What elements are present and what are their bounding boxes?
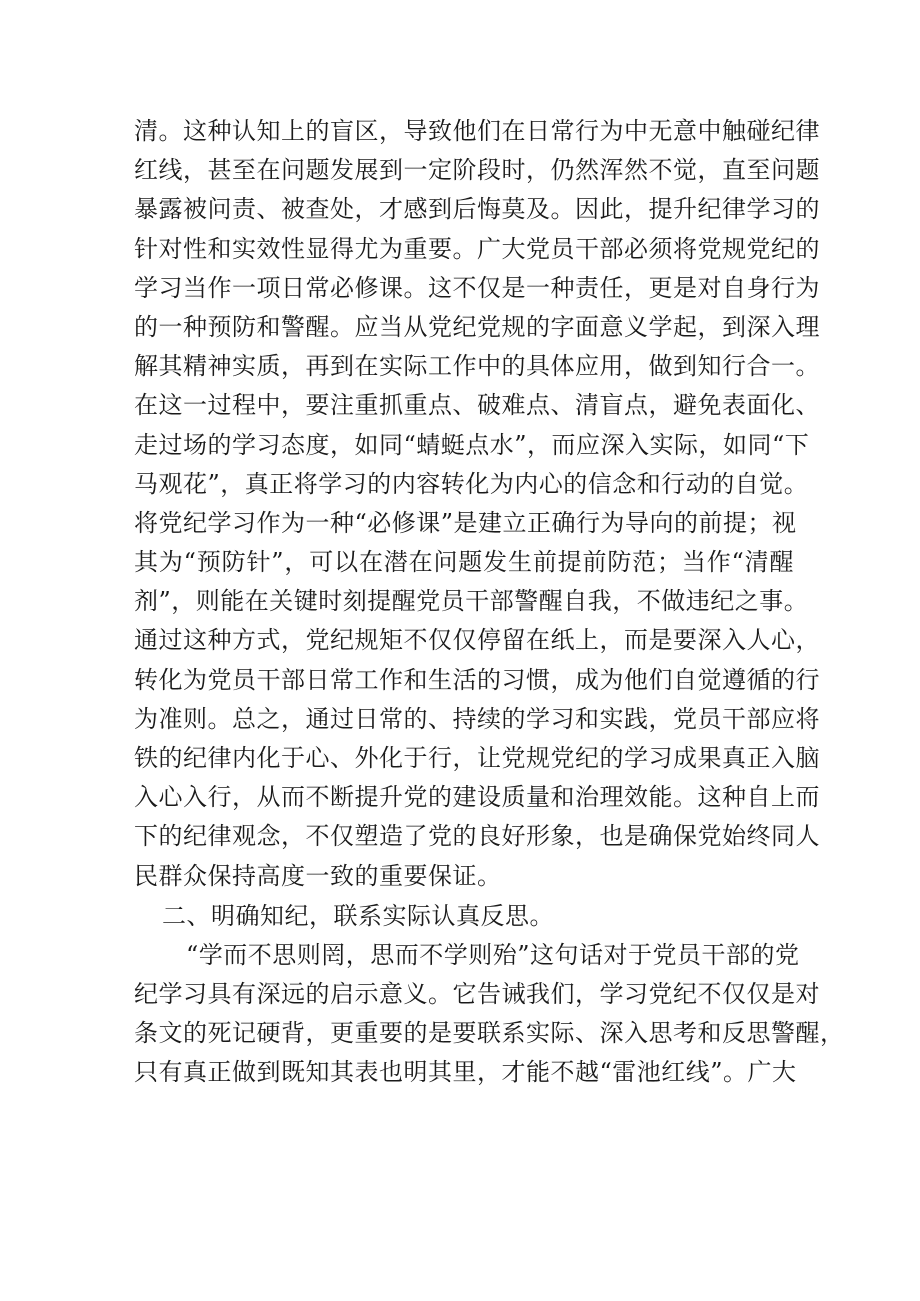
- paragraph-line: 民群众保持高度一致的重要保证。: [134, 861, 502, 890]
- paragraph-line: 其为“预防针”，可以在潜在问题发生前提前防范；当作“清醒: [134, 548, 794, 577]
- paragraph-line: 剂”，则能在关键时刻提醒党员干部警醒自我，不做违纪之事。: [134, 587, 809, 616]
- paragraph-line: 通过这种方式，党纪规矩不仅仅停留在纸上，而是要深入人心，: [134, 626, 820, 655]
- paragraph-line: 将党纪学习作为一种“必修课”是建立正确行为导向的前提；视: [134, 508, 797, 537]
- paragraph-line: 红线，甚至在问题发展到一定阶段时，仍然浑然不觉，直至问题: [134, 156, 820, 185]
- paragraph-line: 在这一过程中，要注重抓重点、破难点、清盲点，避免表面化、: [134, 391, 820, 420]
- paragraph-line: 暴露被问责、被查处，才感到后悔莫及。因此，提升纪律学习的: [134, 195, 820, 224]
- section-heading: 二、明确知纪，联系实际认真反思。: [162, 901, 554, 930]
- paragraph-line: 铁的纪律内化于心、外化于行，让党规党纪的学习成果真正入脑: [134, 744, 820, 772]
- document-body: [134, 112, 845, 1093]
- paragraph-line: 只有真正做到既知其表也明其里，才能不越“雷池红线”。广大: [134, 1058, 797, 1087]
- paragraph-line: “学而不思则罔，思而不学则殆”这句话对于党员干部的党: [186, 940, 800, 969]
- paragraph-line: 入心入行，从而不断提升党的建设质量和治理效能。这种自上而: [134, 783, 820, 812]
- paragraph-line: 为准则。总之，通过日常的、持续的学习和实践，党员干部应将: [134, 704, 820, 733]
- paragraph-line: 针对性和实效性显得尤为重要。广大党员干部必须将党规党纪的: [134, 234, 820, 263]
- paragraph-line: 解其精神实质，再到在实际工作中的具体应用，做到知行合一。: [134, 352, 820, 381]
- paragraph-line: 下的纪律观念，不仅塑造了党的良好形象，也是确保党始终同人: [134, 822, 820, 851]
- paragraph-line: 转化为党员干部日常工作和生活的习惯，成为他们自觉遵循的行: [134, 665, 820, 694]
- paragraph-line: 的一种预防和警醒。应当从党纪党规的字面意义学起，到深入理: [134, 312, 820, 341]
- paragraph-line: 条文的死记硬背，更重要的是要联系实际、深入思考和反思警醒，: [134, 1019, 845, 1048]
- paragraph-line: 马观花”，真正将学习的内容转化为内心的信念和行动的自觉。: [134, 469, 809, 498]
- paragraph-line: 走过场的学习态度，如同“蜻蜓点水”，而应深入实际，如同“下: [134, 430, 810, 459]
- paragraph-line: 清。这种认知上的盲区，导致他们在日常行为中无意中触碰纪律: [134, 117, 820, 145]
- paragraph-line: 纪学习具有深远的启示意义。它告诫我们，学习党纪不仅仅是对: [134, 979, 820, 1008]
- paragraph-line: 学习当作一项日常必修课。这不仅是一种责任，更是对自身行为: [134, 273, 820, 302]
